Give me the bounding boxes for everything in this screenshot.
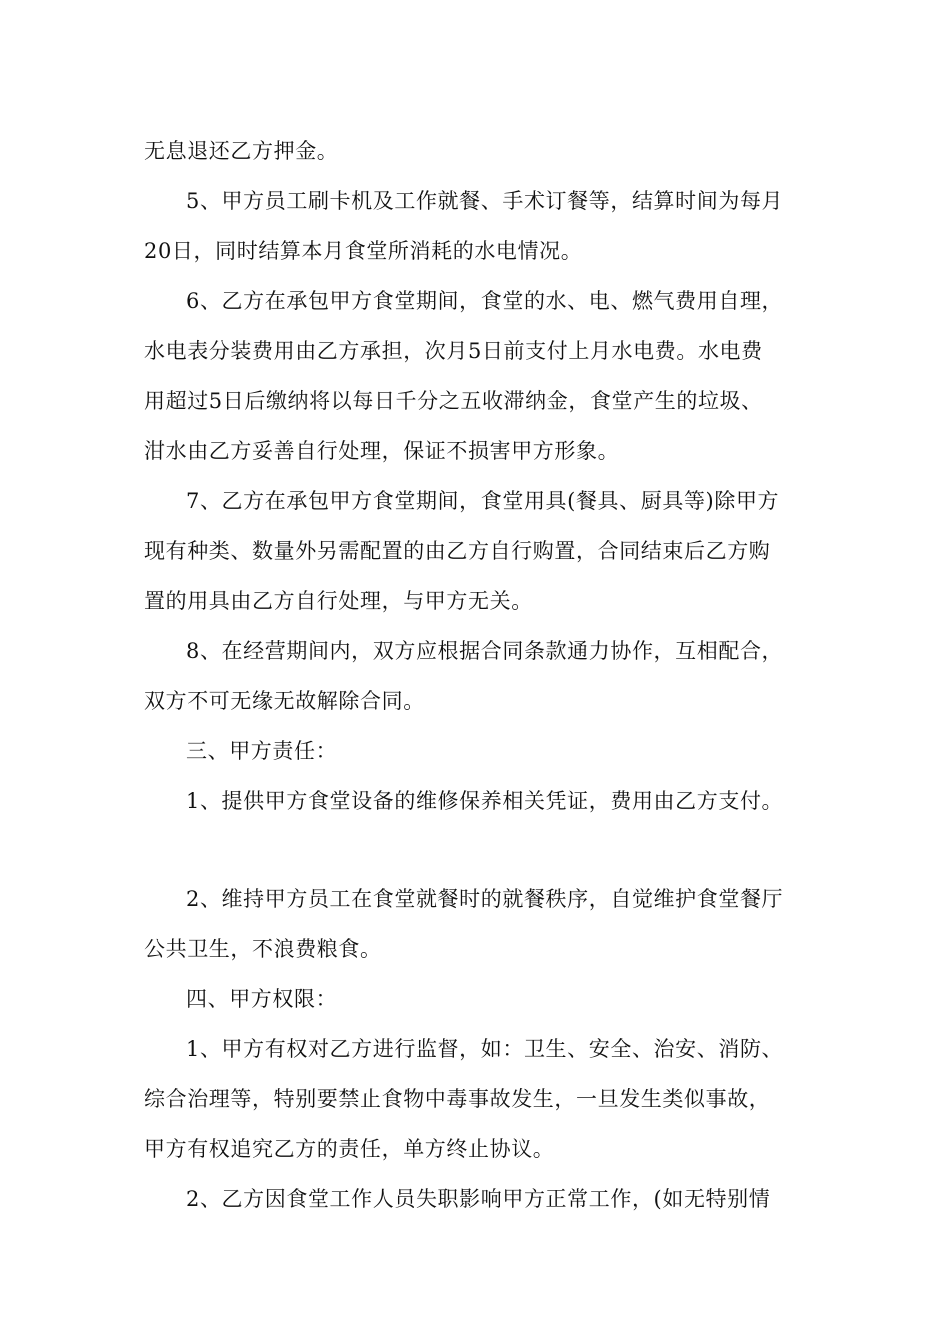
- paragraph-8-line-2: 双方不可无缘无故解除合同。: [144, 689, 425, 713]
- section-3-item-2-line-1: 2、维持甲方员工在食堂就餐时的就餐秩序，自觉维护食堂餐厅: [186, 887, 784, 911]
- paragraph-6-line-2: 水电表分装费用由乙方承担，次月5日前支付上月水电费。水电费: [144, 339, 763, 363]
- paragraph-5-line-1: 5、甲方员工刷卡机及工作就餐、手术订餐等，结算时间为每月: [186, 189, 784, 213]
- text-line: 无息退还乙方押金。: [144, 139, 339, 163]
- section-heading-4: 四、甲方权限：: [186, 987, 338, 1011]
- paragraph-5-line-2: 20日，同时结算本月食堂所消耗的水电情况。: [144, 239, 583, 263]
- paragraph-7-line-3: 置的用具由乙方自行处理，与甲方无关。: [144, 589, 533, 613]
- section-3-item-1: 1、提供甲方食堂设备的维修保养相关凭证，费用由乙方支付。: [186, 789, 784, 813]
- paragraph-8-line-1: 8、在经营期间内，双方应根据合同条款通力协作，互相配合，: [186, 639, 784, 663]
- paragraph-6-line-4: 泔水由乙方妥善自行处理，保证不损害甲方形象。: [144, 439, 620, 463]
- paragraph-7-line-1: 7、乙方在承包甲方食堂期间，食堂用具(餐具、厨具等)除甲方: [186, 489, 780, 513]
- section-3-item-2-line-2: 公共卫生，不浪费粮食。: [144, 937, 382, 961]
- section-4-item-1-line-3: 甲方有权追究乙方的责任，单方终止协议。: [144, 1137, 555, 1161]
- section-heading-3: 三、甲方责任：: [186, 739, 338, 763]
- section-4-item-1-line-2: 综合治理等，特别要禁止食物中毒事故发生，一旦发生类似事故，: [144, 1087, 771, 1111]
- paragraph-6-line-1: 6、乙方在承包甲方食堂期间，食堂的水、电、燃气费用自理，: [186, 289, 784, 313]
- paragraph-6-line-3: 用超过5日后缴纳将以每日千分之五收滞纳金，食堂产生的垃圾、: [144, 389, 763, 413]
- paragraph-7-line-2: 现有种类、数量外另需配置的由乙方自行购置，合同结束后乙方购: [144, 539, 771, 563]
- section-4-item-2-line-1: 2、乙方因食堂工作人员失职影响甲方正常工作，(如无特别情: [186, 1187, 771, 1211]
- section-4-item-1-line-1: 1、甲方有权对乙方进行监督，如：卫生、安全、治安、消防、: [186, 1037, 784, 1061]
